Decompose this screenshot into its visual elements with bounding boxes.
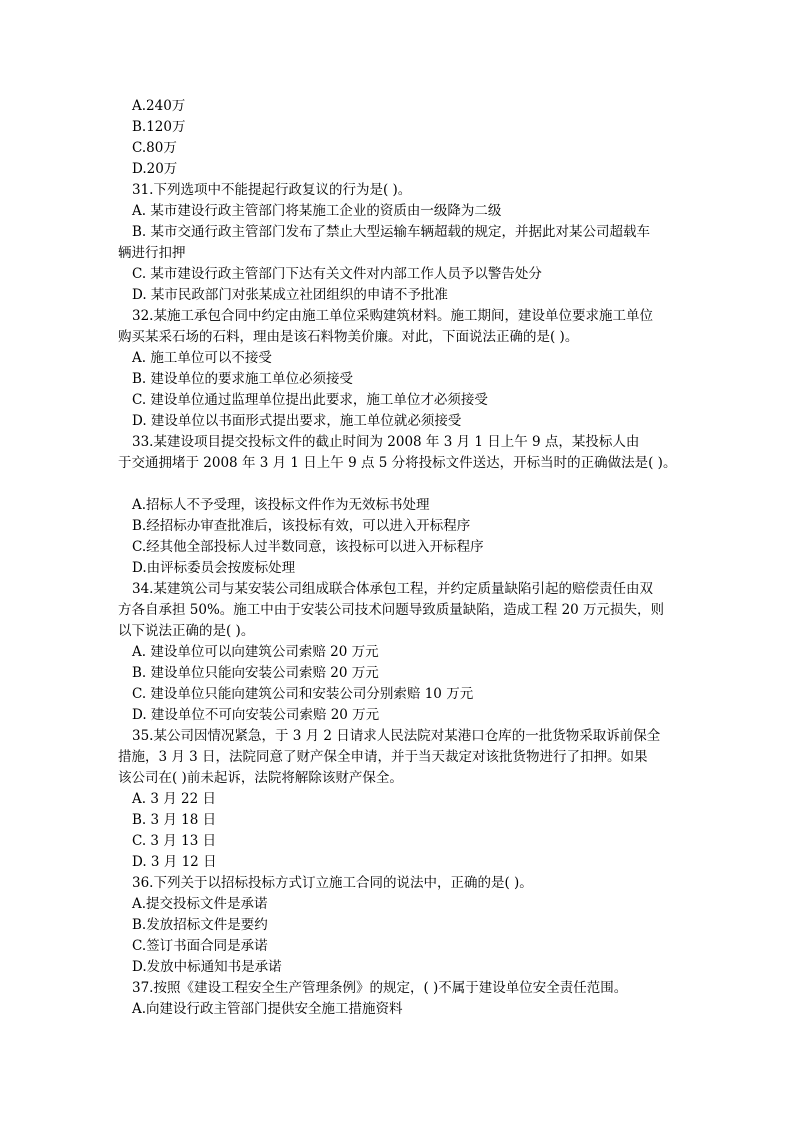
question-line: 32.某施工承包合同中约定由施工单位采购建筑材料。施工期间，建设单位要求施工单位 [132, 308, 653, 324]
document-body [118, 96, 690, 1020]
answer-option: B. 建设单位只能向安装公司索赔 20 万元 [132, 665, 379, 681]
blank-line [118, 474, 690, 495]
question-line: 31.下列选项中不能提起行政复议的行为是( )。 [132, 182, 412, 198]
answer-option: A.招标人不予受理，该投标文件作为无效标书处理 [132, 497, 430, 513]
answer-option: C.经其他全部投标人过半数同意，该投标可以进入开标程序 [132, 539, 484, 555]
answer-option: A.240万 [132, 98, 186, 114]
continuation-line: 该公司在( )前未起诉，法院将解除该财产保全。 [118, 770, 403, 786]
answer-option: B.经招标办审查批准后，该投标有效，可以进入开标程序 [132, 518, 471, 534]
answer-option: D. 建设单位以书面形式提出要求，施工单位就必须接受 [132, 413, 462, 429]
answer-option: C. 建设单位只能向建筑公司和安装公司分别索赔 10 万元 [132, 686, 474, 702]
answer-option: D. 某市民政部门对张某成立社团组织的申请不予批准 [132, 287, 448, 303]
answer-option: C. 3 月 13 日 [132, 833, 217, 849]
question-line: 37.按照《建设工程安全生产管理条例》的规定，( )不属于建设单位安全责任范围。 [132, 980, 628, 996]
question-line: 35.某公司因情况紧急，于 3 月 2 日请求人民法院对某港口仓库的一批货物采取诉前保全 [132, 728, 661, 744]
continuation-line: 措施，3 月 3 日，法院同意了财产保全申请，并于当天裁定对该批货物进行了扣押。如果 [118, 749, 648, 765]
answer-option: A. 3 月 22 日 [132, 791, 216, 807]
question-line: 33.某建设项目提交投标文件的截止时间为 2008 年 3 月 1 日上午 9 点，某投标人由 [132, 434, 640, 450]
answer-option: A. 施工单位可以不接受 [132, 350, 272, 366]
continuation-line: 辆进行扣押 [118, 245, 186, 261]
continuation-line: 购买某采石场的石料，理由是该石料物美价廉。对此，下面说法正确的是( )。 [118, 329, 579, 345]
answer-option: A. 建设单位可以向建筑公司索赔 20 万元 [132, 644, 379, 660]
question-line: 34.某建筑公司与某安装公司组成联合体承包工程，并约定质量缺陷引起的赔偿责任由双 [132, 581, 653, 597]
answer-option: C. 建设单位通过监理单位提出此要求，施工单位才必须接受 [132, 392, 488, 408]
answer-option: D.由评标委员会按废标处理 [132, 560, 296, 576]
answer-option: B.发放招标文件是要约 [132, 917, 268, 933]
answer-option: A. 某市建设行政主管部门将某施工企业的资质由一级降为二级 [132, 203, 502, 219]
answer-option: D.20万 [132, 161, 178, 177]
continuation-line: 于交通拥堵于 2008 年 3 月 1 日上午 9 点 5 分将投标文件送达，开标当时的正确做法是( )。 [118, 455, 677, 471]
answer-option: C. 某市建设行政主管部门下达有关文件对内部工作人员予以警告处分 [132, 266, 542, 282]
answer-option: B.120万 [132, 119, 186, 135]
answer-option: A.提交投标文件是承诺 [132, 896, 268, 912]
question-line: 36.下列关于以招标投标方式订立施工合同的说法中，正确的是( )。 [132, 875, 533, 891]
continuation-line: 以下说法正确的是( )。 [118, 623, 255, 639]
answer-option: C.80万 [132, 140, 177, 156]
answer-option: D.发放中标通知书是承诺 [132, 959, 282, 975]
answer-option: C.签订书面合同是承诺 [132, 938, 268, 954]
answer-option: B. 建设单位的要求施工单位必须接受 [132, 371, 354, 387]
answer-option: D. 建设单位不可向安装公司索赔 20 万元 [132, 707, 380, 723]
continuation-line: 方各自承担 50%。施工中由于安装公司技术问题导致质量缺陷，造成工程 20 万元损失，则 [118, 602, 665, 618]
answer-option: A.向建设行政主管部门提供安全施工措施资料 [132, 1001, 403, 1017]
answer-option: B. 某市交通行政主管部门发布了禁止大型运输车辆超载的规定，并据此对某公司超载车 [132, 224, 651, 240]
answer-option: B. 3 月 18 日 [132, 812, 217, 828]
answer-option: D. 3 月 12 日 [132, 854, 217, 870]
